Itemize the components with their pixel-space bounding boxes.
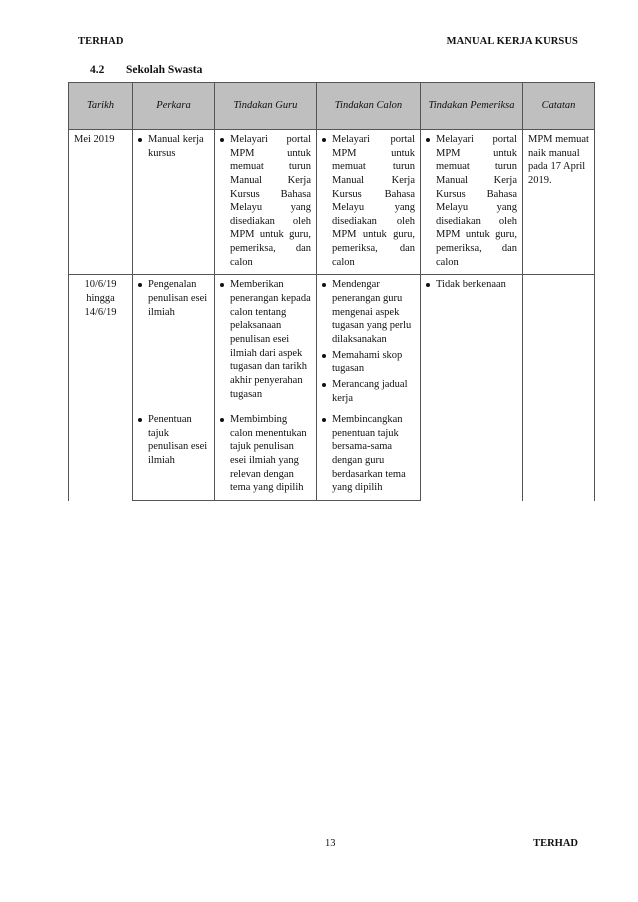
date-end: 14/6/19 [84,306,117,318]
cell-tindakan-calon [317,130,421,275]
list-item: Tidak berkenaan [426,278,517,292]
cell-tindakan-calon [317,275,421,410]
cell-tindakan-pemeriksa [421,130,523,275]
cell-perkara [133,410,215,500]
section-heading [90,64,202,76]
list-item: Merancang jadual kerja [322,378,415,405]
cell-perkara [133,130,215,275]
cell-date: Mei 2019 [69,130,133,275]
cell-catatan: MPM memuat naik manual pada 17 April 2019. [523,130,595,275]
list-item: Melayari portal MPM untuk memuat turun Manual Kerja Kursus Bahasa Melayu yang disediakan oleh MPM untuk guru, pemeriksa, dan calon [426,133,517,269]
cell-tindakan-calon [317,410,421,500]
col-header-tarikh: Tarikh [69,83,133,130]
col-header-tindakan-guru: Tindakan Guru [215,83,317,130]
schedule-table [68,82,595,501]
cell-catatan [523,275,595,501]
list-item: Pengenalan penulisan esei ilmiah [138,278,209,319]
date-connector: hingga [86,293,115,305]
header-document-title: MANUAL KERJA KURSUS [446,36,578,47]
col-header-perkara: Perkara [133,83,215,130]
list-item: Mendengar penerangan guru mengenai aspek tugasan yang perlu dilaksanakan [322,278,415,346]
cell-perkara [133,275,215,410]
table-row [69,130,595,275]
date-start: 10/6/19 [84,279,117,291]
section-number: 4.2 [90,64,105,76]
cell-date [69,275,133,501]
list-item: Manual kerja kursus [138,133,209,160]
cell-tindakan-pemeriksa [421,275,523,501]
col-header-tindakan-pemeriksa: Tindakan Pemeriksa [421,83,523,130]
list-item: Penentuan tajuk penulisan esei ilmiah [138,413,209,468]
header-classification: TERHAD [78,36,124,47]
cell-tindakan-guru [215,410,317,500]
list-item: Membincangkan penentuan tajuk bersama-sama dengan guru berdasarkan tema yang dipilih [322,413,415,495]
footer-classification: TERHAD [533,838,578,849]
cell-tindakan-guru [215,275,317,410]
page-number: 13 [325,838,336,849]
list-item: Memberikan penerangan kepada calon tentang pelaksanaan penulisan esei ilmiah dari aspek tugasan dan tarikh akhir penyerahan tugasan [220,278,311,401]
list-item: Membimbing calon menentukan tajuk penulisan esei ilmiah yang relevan dengan tema yang dipilih [220,413,311,495]
list-item: Melayari portal MPM untuk memuat turun Manual Kerja Kursus Bahasa Melayu yang disediakan oleh MPM untuk guru, pemeriksa, dan calon [322,133,415,269]
list-item: Melayari portal MPM untuk memuat turun Manual Kerja Kursus Bahasa Melayu yang disediakan oleh MPM untuk guru, pemeriksa, dan calon [220,133,311,269]
col-header-catatan: Catatan [523,83,595,130]
list-item: Memahami skop tugasan [322,349,415,376]
section-title: Sekolah Swasta [126,64,203,76]
table-row [69,275,595,410]
table-header-row [69,83,595,130]
col-header-tindakan-calon: Tindakan Calon [317,83,421,130]
cell-tindakan-guru [215,130,317,275]
